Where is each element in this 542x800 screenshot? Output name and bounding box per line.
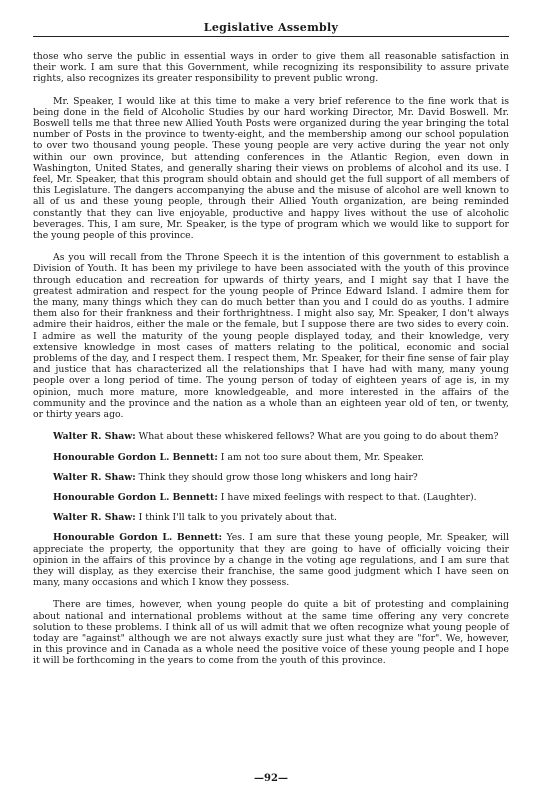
speech-text: I think I'll talk to you privately about that. xyxy=(138,512,337,524)
paragraph-division-of-youth: As you will recall from the Throne Speech it is the intention of this government to establish a Division of Youth. It has been my privilege to have been associated with the youth of this province through education and recreation for upwards of thirty years, and I might say that I have the greatest admiration and respect for the young people of Prince Edward Island. I admire them for the many, many things which they can do much better than you and I could do as youths. I admire them also for their frankness and their forthrightness. I might also say, Mr. Speaker, I don't always admire their haidros, either the male or the female, but I suppose there are two sides to every coin. I admire as well the maturity of the young people displayed today, and their knowledge, very extensive knowledge in most cases of matters relating to the political, economic and social problems of the day, and I respect them. I respect them, Mr. Speaker, for their fine sense of fair play and justice that has characterized all the relationships that I have had with many, many young people over a long period of time. The young person of today of eighteen years of age is, in my opinion, much more mature, more knowledgeable, and more interested in the affairs of the community and the province and the nation as a whole than an eighteen year old of ten, or twenty, or thirty years ago. xyxy=(33,252,509,421)
speaker-name: Walter R. Shaw: xyxy=(53,431,136,443)
speech-text: Yes. I am sure that these young people, Mr. Speaker, will appreciate the property, the opportunity that they are going to have of officially voicing their opinion in the affairs of this province by a change in the voting age regulations, and I am sure that they will display, as they exercise their franchise, the same good judgment which I have seen on many, many occasions and which I know they possess. xyxy=(33,532,509,589)
speech-text: I have mixed feelings with respect to that. (Laughter). xyxy=(220,491,477,503)
speaker-name: Honourable Gordon L. Bennett: xyxy=(53,451,218,463)
speaker-name: Walter R. Shaw: xyxy=(53,512,136,524)
paragraph-alcohol-studies: Mr. Speaker, I would like at this time to make a very brief reference to the fine work that is being done in the field of Alcoholic Studies by our hard working Director, Mr. David Boswell. Mr. Boswell tells me that three new Allied Youth Posts were organized during the year bringing the total number of Posts in the province to twenty-eight, and the membership among our school population to over two thousand young people. These young people are very active during the year not only within our own province, but attending conferences in the Atlantic Region, even down in Washington, United States, and generally sharing their views on problems of alcohol and its use. I feel, Mr. Speaker, that this program should obtain and should get the full support of all members of this Legislature. The dangers accompanying the abuse and the misuse of alcohol are well known to all of us and these young people, through their Allied Youth organization, are being reminded constantly that they can live enjoyable, productive and happy lives without the use of alcoholic beverages. This, I am sure, Mr. Speaker, is the type of program which we would like to support for the young people of this province. xyxy=(33,95,509,242)
paragraph-closing: There are times, however, when young people do quite a bit of protesting and complaining about national and international problems without at the same time offering any very concrete solution to these problems. I think all of us will admit that we often recognize what young people of today are "against" although we are not always exactly sure just what they are "for". We, however, in this province and in Canada as a whole need the positive voice of these young people and I hope it will be forthcoming in the years to come from the youth of this province. xyxy=(33,599,509,667)
running-header: Legislative Assembly xyxy=(203,21,339,34)
speech-text: I am not too sure about them, Mr. Speaker. xyxy=(220,451,424,463)
exchange-shaw-2 xyxy=(33,472,509,483)
speech-text: What about these whiskered fellows? What are you going to do about them? xyxy=(138,431,499,443)
exchange-bennett-3 xyxy=(33,532,509,588)
header-rule xyxy=(33,36,509,37)
page-number: —92— xyxy=(254,773,288,784)
page-content xyxy=(33,21,509,667)
speaker-name: Walter R. Shaw: xyxy=(53,471,136,483)
exchange-bennett-2 xyxy=(33,492,509,503)
speaker-name: Honourable Gordon L. Bennett: xyxy=(53,532,223,544)
exchange-shaw-3 xyxy=(33,512,509,523)
exchange-bennett-1 xyxy=(33,452,509,463)
speech-text: Think they should grow those long whiskers and long hair? xyxy=(138,471,418,483)
speaker-name: Honourable Gordon L. Bennett: xyxy=(53,491,218,503)
exchange-shaw-1 xyxy=(33,431,509,442)
paragraph-continuation: those who serve the public in essential ways in order to give them all reasonable satisfaction in their work. I am sure that this Government, while recognizing its responsibility to assure private rights, also recognizes its greater responsibility to prevent public wrong. xyxy=(33,51,509,85)
